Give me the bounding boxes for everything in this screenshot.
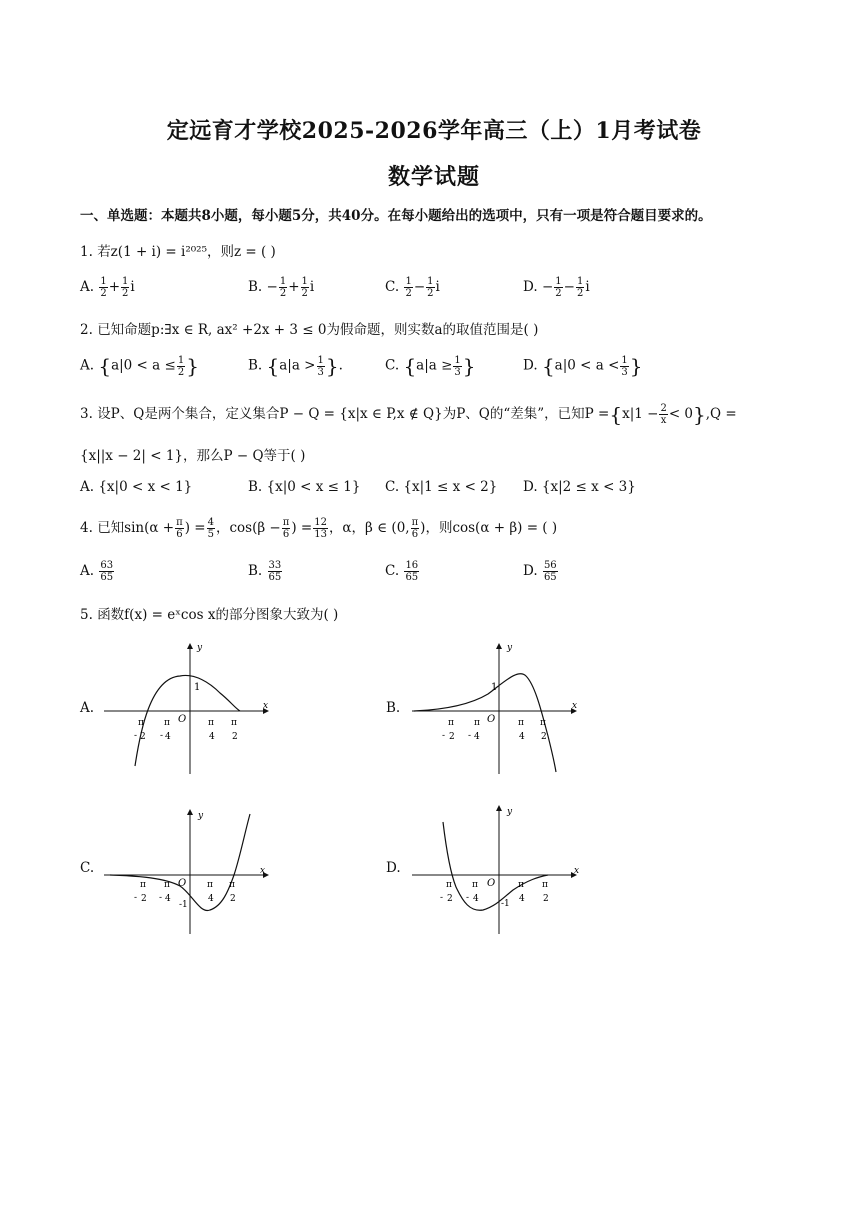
svg-text:π: π — [542, 880, 548, 890]
svg-text:x: x — [263, 701, 269, 711]
q4-option-b: B. $\frac{33}{65}$ — [248, 560, 282, 583]
graph-a-label: A. — [80, 700, 95, 716]
q3-option-b: B. {x|0 < x ≤ 1} — [248, 479, 361, 495]
svg-text:1: 1 — [491, 682, 498, 693]
svg-text:4: 4 — [474, 732, 480, 742]
svg-text:4: 4 — [473, 894, 479, 904]
svg-text:2: 2 — [543, 894, 549, 904]
graph-c — [100, 802, 280, 942]
question-1-stem: 若z(1 + i) = i²⁰²⁵，则z = ( ) — [97, 244, 276, 260]
section-heading: 一、单选题：本题共8小题，每小题5分，共40分。在每小题给出的选项中，只有一项是符合题目要求的。 — [80, 208, 712, 224]
question-5: 5. 函数f(x) = eˣcos x的部分图象大致为( ) — [80, 607, 339, 623]
svg-text:4: 4 — [165, 732, 171, 742]
svg-text:1: 1 — [194, 682, 201, 693]
svg-text:y: y — [197, 643, 203, 653]
svg-text:π: π — [164, 880, 170, 890]
svg-text:y: y — [198, 811, 204, 821]
svg-text:2: 2 — [449, 732, 455, 742]
q4-option-a: A. $\frac{63}{65}$ — [80, 560, 114, 583]
graph-c-label: C. — [80, 860, 95, 876]
graph-d-label: D. — [386, 860, 401, 876]
svg-text:x: x — [574, 866, 580, 876]
svg-text:2: 2 — [140, 732, 146, 742]
q4-option-c: C. $\frac{16}{65}$ — [385, 560, 419, 583]
svg-text:4: 4 — [165, 894, 171, 904]
svg-text:π: π — [207, 880, 213, 890]
svg-text:-: - — [440, 893, 444, 903]
svg-text:-: - — [134, 731, 138, 741]
graph-b-label: B. — [386, 700, 401, 716]
question-3-line-2: {x||x − 2| < 1}，那么P − Q等于( ) — [80, 448, 306, 464]
svg-text:-: - — [160, 731, 164, 741]
svg-text:π: π — [140, 880, 146, 890]
q3-option-d: D. {x|2 ≤ x < 3} — [523, 479, 636, 495]
q1-option-d: D. − $\frac{1}{2}$ − $\frac{1}{2}$ i — [523, 276, 590, 299]
question-1: 1. 若z(1 + i) = i²⁰²⁵，则z = ( ) — [80, 244, 276, 260]
svg-text:π: π — [448, 718, 454, 728]
question-5-stem: 函数f(x) = eˣcos x的部分图象大致为( ) — [97, 607, 339, 623]
svg-text:O: O — [178, 714, 187, 725]
question-4: 4. 已知sin(α + $\frac{\pi}{6}$ ) = $\frac{4}{5}$ ，cos(β − $\frac{\pi}{6}$ ) = $\frac{12}{13}$ ，α，β ∈ (0, $\frac{\pi}{6}$ )，则cos(α + β) = ( ) — [80, 517, 558, 540]
svg-text:O: O — [178, 878, 187, 889]
graph-d — [408, 802, 588, 942]
svg-text:π: π — [208, 718, 214, 728]
svg-text:4: 4 — [208, 894, 214, 904]
svg-text:2: 2 — [232, 732, 238, 742]
svg-text:2: 2 — [541, 732, 547, 742]
curve — [135, 675, 240, 766]
graph-a — [100, 638, 280, 778]
svg-text:π: π — [164, 718, 170, 728]
svg-text:π: π — [231, 718, 237, 728]
svg-text:π: π — [472, 880, 478, 890]
svg-text:π: π — [138, 718, 144, 728]
q2-option-a: A. {a|0 < a ≤ $\frac{1}{2}$ } — [80, 354, 199, 378]
svg-text:π: π — [474, 718, 480, 728]
svg-text:π: π — [446, 880, 452, 890]
svg-text:y: y — [507, 807, 513, 817]
q1-option-a: A. $\frac{1}{2}$ + $\frac{1}{2}$ i — [80, 276, 135, 299]
q2-option-b: B. {a|a > $\frac{1}{3}$ }. — [248, 354, 343, 378]
svg-text:x: x — [572, 701, 578, 711]
svg-text:π: π — [518, 880, 524, 890]
svg-text:-: - — [466, 893, 470, 903]
svg-text:π: π — [229, 880, 235, 890]
q3-option-c: C. {x|1 ≤ x < 2} — [385, 479, 498, 495]
svg-text:-: - — [159, 893, 163, 903]
svg-text:-: - — [442, 731, 446, 741]
svg-text:-: - — [134, 893, 138, 903]
svg-text:2: 2 — [141, 894, 147, 904]
curve — [110, 814, 250, 911]
question-3-line-1: 3. 设P、Q是两个集合，定义集合P − Q = {x|x ∈ P,x ∉ Q}为P、Q的“差集”，已知P ={x|1 − $\frac{2}{x}$ < 0},Q = — [80, 402, 737, 427]
svg-text:O: O — [487, 878, 496, 889]
page-title: 定远育才学校2025-2026学年高三（上）1月考试卷 — [166, 118, 702, 144]
svg-text:2: 2 — [230, 894, 236, 904]
svg-text:-: - — [468, 731, 472, 741]
q1-option-c: C. $\frac{1}{2}$ − $\frac{1}{2}$ i — [385, 276, 440, 299]
question-2: 2. 已知命题p:∃x ∈ R, ax² +2x + 3 ≤ 0为假命题，则实数a的取值范围是( ) — [80, 322, 539, 338]
curve — [443, 822, 548, 910]
svg-text:-1: -1 — [179, 900, 188, 910]
question-2-stem: 已知命题p:∃x ∈ R, ax² +2x + 3 ≤ 0为假命题，则实数a的取值范围是( ) — [97, 322, 539, 338]
q4-option-d: D. $\frac{56}{65}$ — [523, 560, 557, 583]
q2-option-d: D. {a|0 < a < $\frac{1}{3}$ } — [523, 354, 643, 378]
svg-text:4: 4 — [519, 732, 525, 742]
q1-option-b: B. − $\frac{1}{2}$ + $\frac{1}{2}$ i — [248, 276, 315, 299]
graph-b — [408, 638, 588, 778]
svg-text:4: 4 — [519, 894, 525, 904]
svg-text:-1: -1 — [501, 899, 510, 909]
svg-text:2: 2 — [447, 894, 453, 904]
svg-text:y: y — [507, 643, 513, 653]
svg-text:π: π — [540, 718, 546, 728]
q2-option-c: C. {a|a ≥ $\frac{1}{3}$ } — [385, 354, 476, 378]
svg-text:x: x — [260, 866, 266, 876]
page-subtitle: 数学试题 — [387, 164, 480, 190]
curve — [414, 674, 556, 772]
svg-text:4: 4 — [209, 732, 215, 742]
svg-text:O: O — [487, 714, 496, 725]
svg-text:π: π — [518, 718, 524, 728]
q3-option-a: A. {x|0 < x < 1} — [80, 479, 193, 495]
